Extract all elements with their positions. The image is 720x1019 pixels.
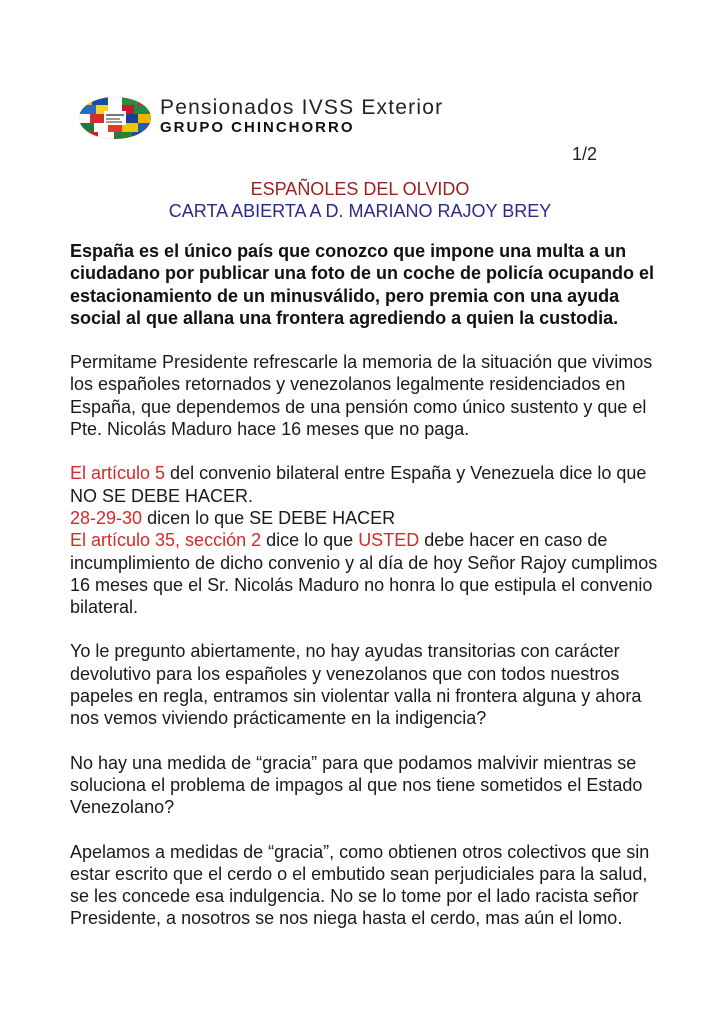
letter-title bbox=[60, 178, 660, 222]
article-5-ref: El artículo 5 bbox=[70, 463, 166, 484]
org-name: Pensionados IVSS Exterior bbox=[160, 96, 444, 119]
article-5-line bbox=[70, 462, 670, 507]
article-5-text: del convenio bilateral entre España y Venezuela dice lo que NO SE DEBE HACER. bbox=[70, 463, 647, 506]
paragraph-gracia: No hay una medida de “gracia” para que podamos malvivir mientras se soluciona el problema de impagos al que nos tiene sometidos el Estado Venezolano? bbox=[70, 752, 643, 818]
letter-body bbox=[70, 240, 670, 952]
articles-28-30-ref: 28-29-30 bbox=[70, 507, 143, 528]
paragraph-situation: Permitame Presidente refrescarle la memoria de la situación que vivimos los españoles retornados y venezolanos legalmente residenciados en España, que dependemos de una pensión como único sustento y que el Pte. Nicolás Maduro hace 16 meses que no paga. bbox=[70, 352, 653, 440]
paragraph-articles bbox=[70, 462, 670, 618]
group-name: GRUPO CHINCHORRO bbox=[160, 119, 355, 136]
letterhead bbox=[78, 96, 598, 146]
article-35-mid: dice lo que bbox=[261, 530, 359, 551]
paragraph-appeal: Apelamos a medidas de “gracia”, como obtienen otros colectivos que sin estar escrito que el cerdo o el embutido sean perjudiciales para la salud, se les concede esa indulgencia. No se lo tome por el lado racista señor Presidente, a nosotros se nos niega hasta el cerdo, mas aún el lomo. bbox=[70, 841, 650, 929]
paragraph-question: Yo le pregunto abiertamente, no hay ayudas transitorias con carácter devolutivo para los españoles y venezolanos que con todos nuestros papeles en regla, entramos sin violentar valla ni frontera alguna y ahora nos vemos viviendo prácticamente en la indigencia? bbox=[70, 641, 642, 729]
page-number: 1/2 bbox=[572, 144, 598, 164]
article-35-ref: El artículo 35, sección 2 bbox=[70, 530, 262, 551]
globe-flags-logo-icon bbox=[78, 96, 152, 140]
article-35-line bbox=[70, 529, 670, 618]
title-line-1: ESPAÑOLES DEL OLVIDO bbox=[250, 179, 470, 199]
articles-28-30-text: dicen lo que SE DEBE HACER bbox=[142, 507, 396, 528]
title-line-2: CARTA ABIERTA A D. MARIANO RAJOY BREY bbox=[168, 201, 552, 221]
lead-paragraph: España es el único país que conozco que impone una multa a un ciudadano por publicar una foto de un coche de policía ocupando el estacionamiento de un minusválido, pero premia con una ayuda social al que allana una frontera agrediendo a quien la custodia. bbox=[70, 241, 655, 328]
articles-28-30-line bbox=[70, 507, 670, 529]
usted-highlight: USTED bbox=[358, 530, 420, 551]
article-35-text: debe hacer en caso de incumplimiento de dicho convenio y al día de hoy Señor Rajoy cumplimos 16 meses que el Sr. Nicolás Maduro no honra lo que estipula el convenio bilateral. bbox=[70, 530, 658, 618]
